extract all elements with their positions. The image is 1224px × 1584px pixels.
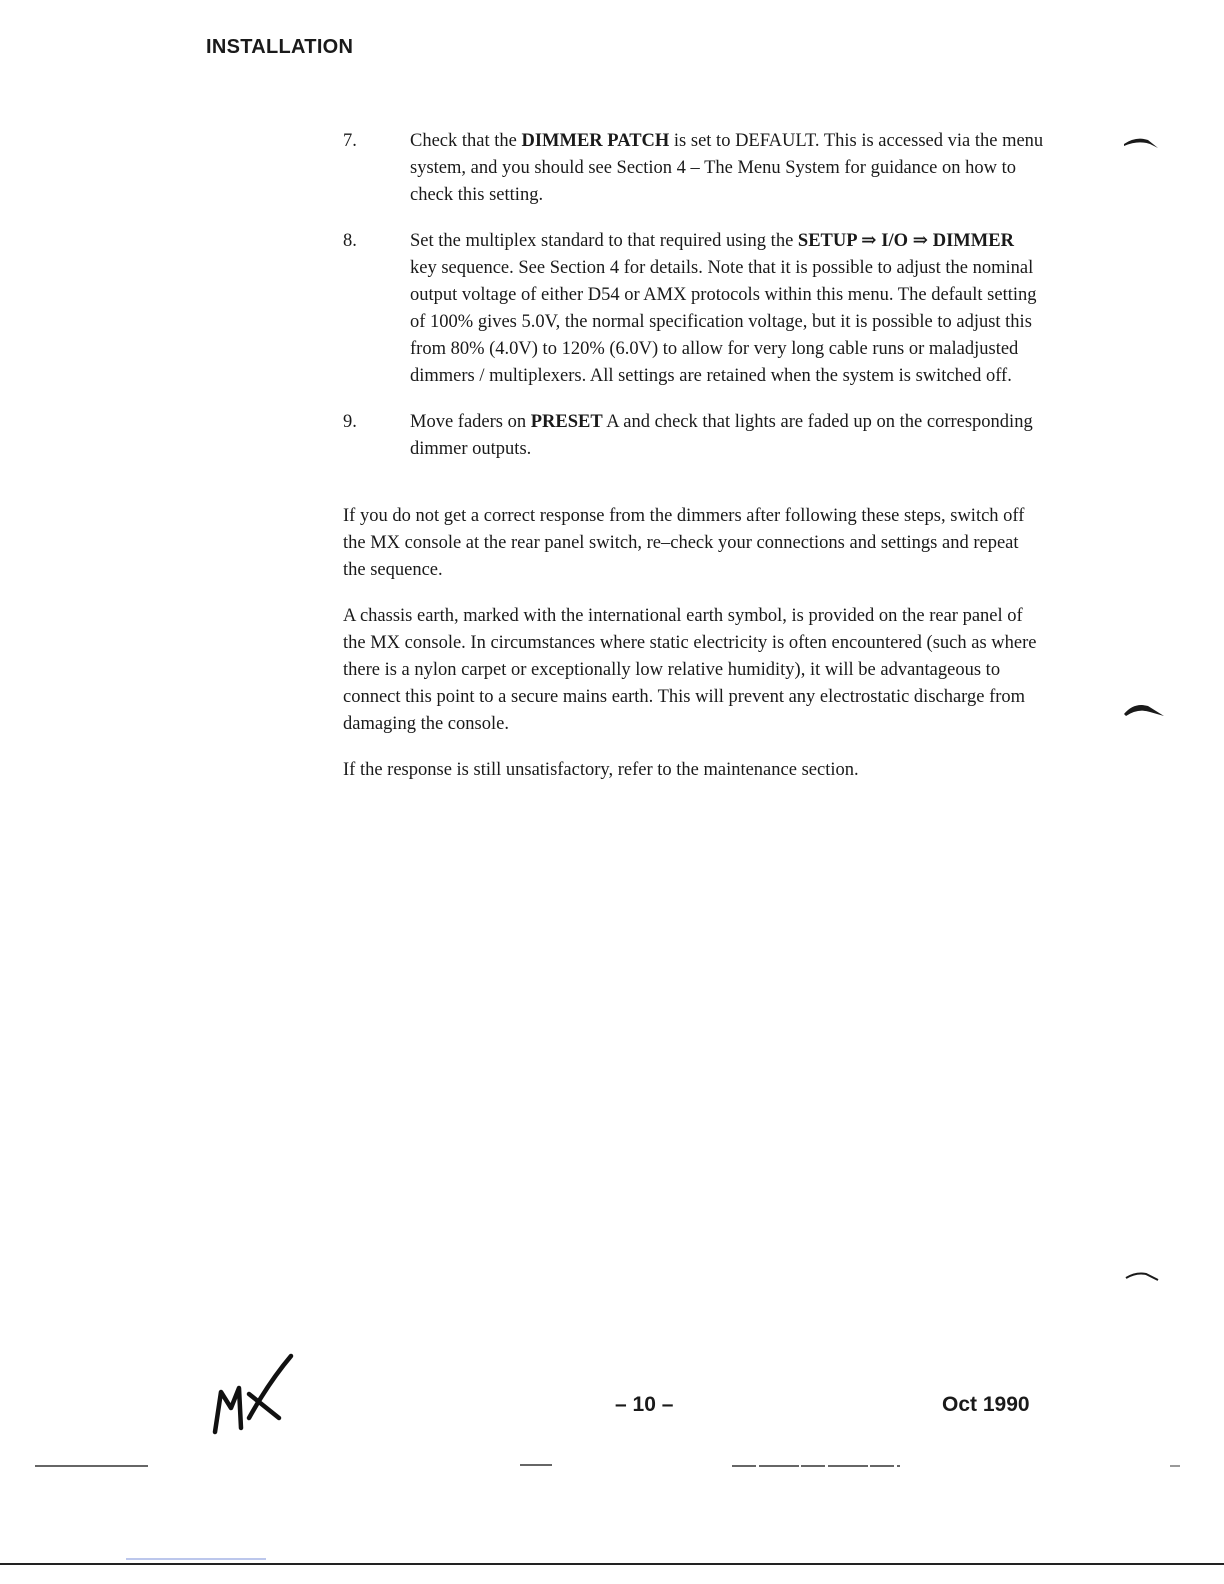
step-item [343, 128, 1045, 209]
step-number: 9. [343, 412, 357, 432]
step-item [343, 228, 1045, 390]
scan-artifact-line [0, 1460, 1224, 1472]
section-header: INSTALLATION [206, 36, 354, 58]
step-text-part: Check that the [410, 131, 522, 151]
step-text-bold: DIMMER PATCH [521, 131, 670, 151]
margin-mark-icon [1120, 1268, 1166, 1284]
step-text [410, 128, 1045, 209]
footer-date: Oct 1990 [942, 1393, 1030, 1416]
step-number: 7. [343, 131, 357, 151]
paragraph-troubleshooting: If you do not get a correct response from the dimmers after following these steps, switch off the MX console at the rear panel switch, re–check your connections and settings and repeat the sequence. [343, 506, 1025, 580]
scan-artifact-line [0, 1556, 1224, 1568]
step-text [410, 228, 1045, 390]
step-text-bold: PRESET [530, 412, 603, 432]
step-item [343, 409, 1045, 463]
paragraph-maintenance: If the response is still unsatisfactory, refer to the maintenance section. [343, 760, 859, 780]
step-text-part: A and check that lights are faded up on the corresponding dimmer outputs. [410, 412, 1033, 459]
step-number: 8. [343, 231, 357, 251]
margin-mark-icon [1120, 700, 1170, 720]
margin-mark-icon [1120, 134, 1166, 154]
step-text-part: key sequence. See Section 4 for details. Note that it is possible to adjust the nominal output voltage of either D54 or AMX protocols within this menu. The default setting of 100% gives 5.0V, the normal specification voltage, but it is possible to adjust this from 80% (4.0V) to 120% (6.0V) to allow for very long cable runs or maladjusted dimmers / multiplexers. All settings are retained when the system is switched off. [410, 258, 1037, 386]
mx-logo [205, 1352, 300, 1437]
paragraph-chassis-earth: A chassis earth, marked with the international earth symbol, is provided on the rear panel of the MX console. In circumstances where static electricity is often encountered (such as where there is a nylon carpet or exceptionally low relative humidity), it will be advantageous to connect this point to a secure mains earth. This will prevent any electrostatic discharge from damaging the console. [343, 606, 1037, 734]
step-text-part: Set the multiplex standard to that required using the [410, 231, 798, 251]
document-body [343, 128, 1045, 803]
step-text [410, 409, 1045, 463]
step-text-part: is set to DEFAULT. This is accessed via the menu system, and you should see Section 4 – The Menu System for guidance on how to check this setting. [410, 131, 1044, 205]
step-text-bold: SETUP ⇒ I/O ⇒ DIMMER [797, 231, 1014, 251]
step-text-part: Move faders on [410, 412, 531, 432]
page-number: – 10 – [615, 1393, 674, 1416]
